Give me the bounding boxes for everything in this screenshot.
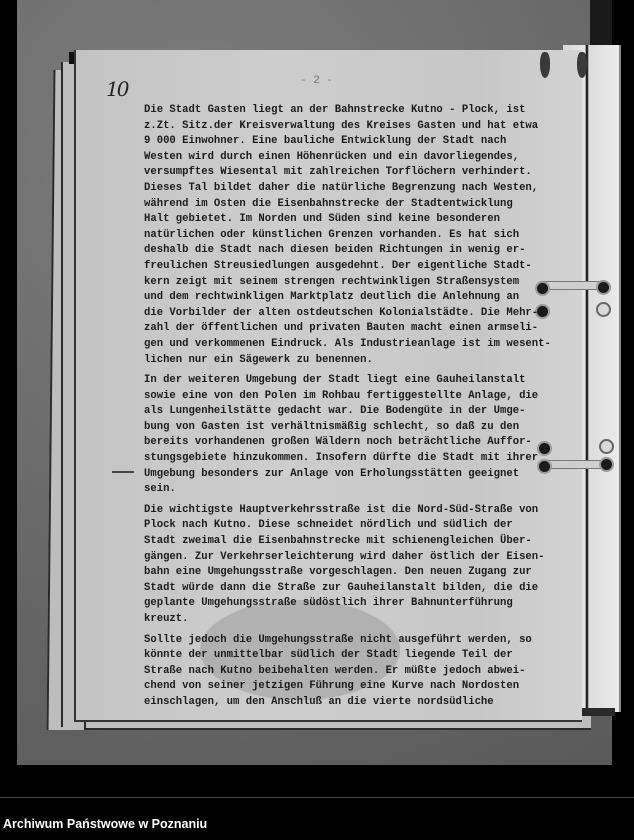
text-line: und dem rechtwinkligen Marktplatz deutlich die Anlehnung an: [144, 291, 520, 304]
text-line: 9 000 Einwohner. Eine bauliche Entwicklung der Stadt nach: [144, 135, 507, 148]
punch-hole: [596, 280, 611, 295]
scan-edge-line: [0, 797, 634, 798]
punch-hole: [599, 457, 614, 472]
text-line: chend von seiner jetzigen Führung eine Kurve nach Nordosten: [144, 680, 520, 693]
paragraph: [144, 373, 544, 498]
paragraph: [144, 103, 551, 368]
text-line: Westen wird durch einen Höhenrücken und ein davorliegendes,: [144, 150, 520, 163]
paragraph: [144, 503, 544, 628]
archive-credit: Archiwum Państwowe w Poznaniu: [3, 817, 208, 831]
binder-clip: [540, 52, 550, 78]
folio-number: 10: [106, 77, 128, 101]
text-line: kreuzt.: [144, 613, 189, 625]
text-line: bung von Gasten ist verhältnismäßig schlecht, so daß zu den: [144, 420, 520, 433]
text-line: natürlichen oder künstlichen Grenzen vorhanden. Es hat sich: [144, 228, 520, 241]
punch-hole: [596, 302, 611, 317]
text-line: versumpftes Wiesental mit zahlreichen Torflöchern verhindert.: [144, 166, 532, 179]
paragraph: [144, 633, 544, 711]
text-line: kern zeigt mit seinem strengen rechtwinkligen Straßensystem: [144, 275, 520, 288]
text-line: Die wichtigste Hauptverkehrsstraße ist die Nord-Süd-Straße von: [144, 503, 539, 516]
text-line: stungsgebiete hinzukommen. Insofern dürfte die Stadt mit ihrer: [144, 452, 539, 465]
text-line: freulichen Streusiedlungen ausgedehnt. Der eigentliche Stadt-: [144, 259, 532, 272]
text-line: deshalb die Stadt nach diesen beiden Richtungen in wenig er-: [144, 244, 526, 257]
text-line: Stadt zweimal die Eisenbahnstrecke mit schienengleichen Über-: [144, 535, 532, 548]
text-line: während im Osten die Eisenbahnstrecke der Stadtentwicklung: [144, 197, 513, 210]
scan-shadow: [590, 0, 612, 45]
text-line: gängen. Zur Verkehrserleichterung wird daher östlich der Eisen-: [144, 550, 545, 563]
text-line: bereits vorhandenen großen Wäldern noch beträchtliche Auffor-: [144, 436, 532, 449]
text-line: Dieses Tal bildet daher die natürliche Begrenzung nach Westen,: [144, 181, 539, 194]
text-line: gen und verkommenen Eindruck. Als Industrieanlage ist im wesent-: [144, 337, 551, 350]
text-line: Stadt würde dann die Straße zur Gauheilanstalt bilden, die die: [144, 581, 539, 594]
text-line: Sollte jedoch die Umgehungsstraße nicht ausgeführt werden, so: [144, 633, 532, 646]
text-line: Straße nach Kutno beibehalten werden. Er müßte jedoch abwei-: [144, 664, 526, 677]
page-number: - 2 -: [300, 75, 334, 87]
binder-clip: [577, 52, 587, 78]
text-line: Plock nach Kutno. Diese schneidet nördlich und südlich der: [144, 519, 513, 532]
typewritten-text: [144, 103, 551, 711]
text-line: In der weiteren Umgebung der Stadt liegt eine Gauheilanstalt: [144, 374, 526, 387]
text-line: geplante Umgehungsstraße südöstlich ihrer Bahnunterführung: [144, 597, 513, 610]
text-line: einschlagen, um den Anschluß an die vierte nordsüdliche: [144, 695, 494, 708]
text-line: Halt gebietet. Im Norden und Süden sind keine besonderen: [144, 213, 501, 226]
text-line: z.Zt. Sitz.der Kreisverwaltung des Kreises Gasten und hat etwa: [144, 119, 539, 132]
punch-hole: [599, 439, 614, 454]
text-line: lichen nur ein Sägewerk zu benennen.: [144, 353, 373, 366]
margin-mark: [112, 471, 134, 473]
text-line: Die Stadt Gasten liegt an der Bahnstrecke Kutno - Plock, ist: [144, 104, 526, 116]
text-line: zahl der öffentlichen und privaten Bauten macht einen armseli-: [144, 322, 539, 335]
text-line: Umgebung besonders zur Anlage von Erholungsstätten geeignet: [144, 467, 520, 480]
text-line: die Vorbilder der alten ostdeutschen Kolonialstädte. Die Mehr-: [144, 306, 539, 319]
text-line: bahn eine Umgehungsstraße vorgeschlagen. Den neuen Zugang zur: [144, 566, 532, 579]
text-line: könnte der unmittelbar südlich der Stadt liegende Teil der: [144, 649, 513, 662]
text-line: sein.: [144, 483, 176, 496]
text-line: als Lungenheilstätte gedacht war. Die Bodengüte in der Umge-: [144, 405, 526, 418]
text-line: sowie eine von den Polen im Rohbau fertiggestellte Anlage, die: [144, 389, 539, 402]
